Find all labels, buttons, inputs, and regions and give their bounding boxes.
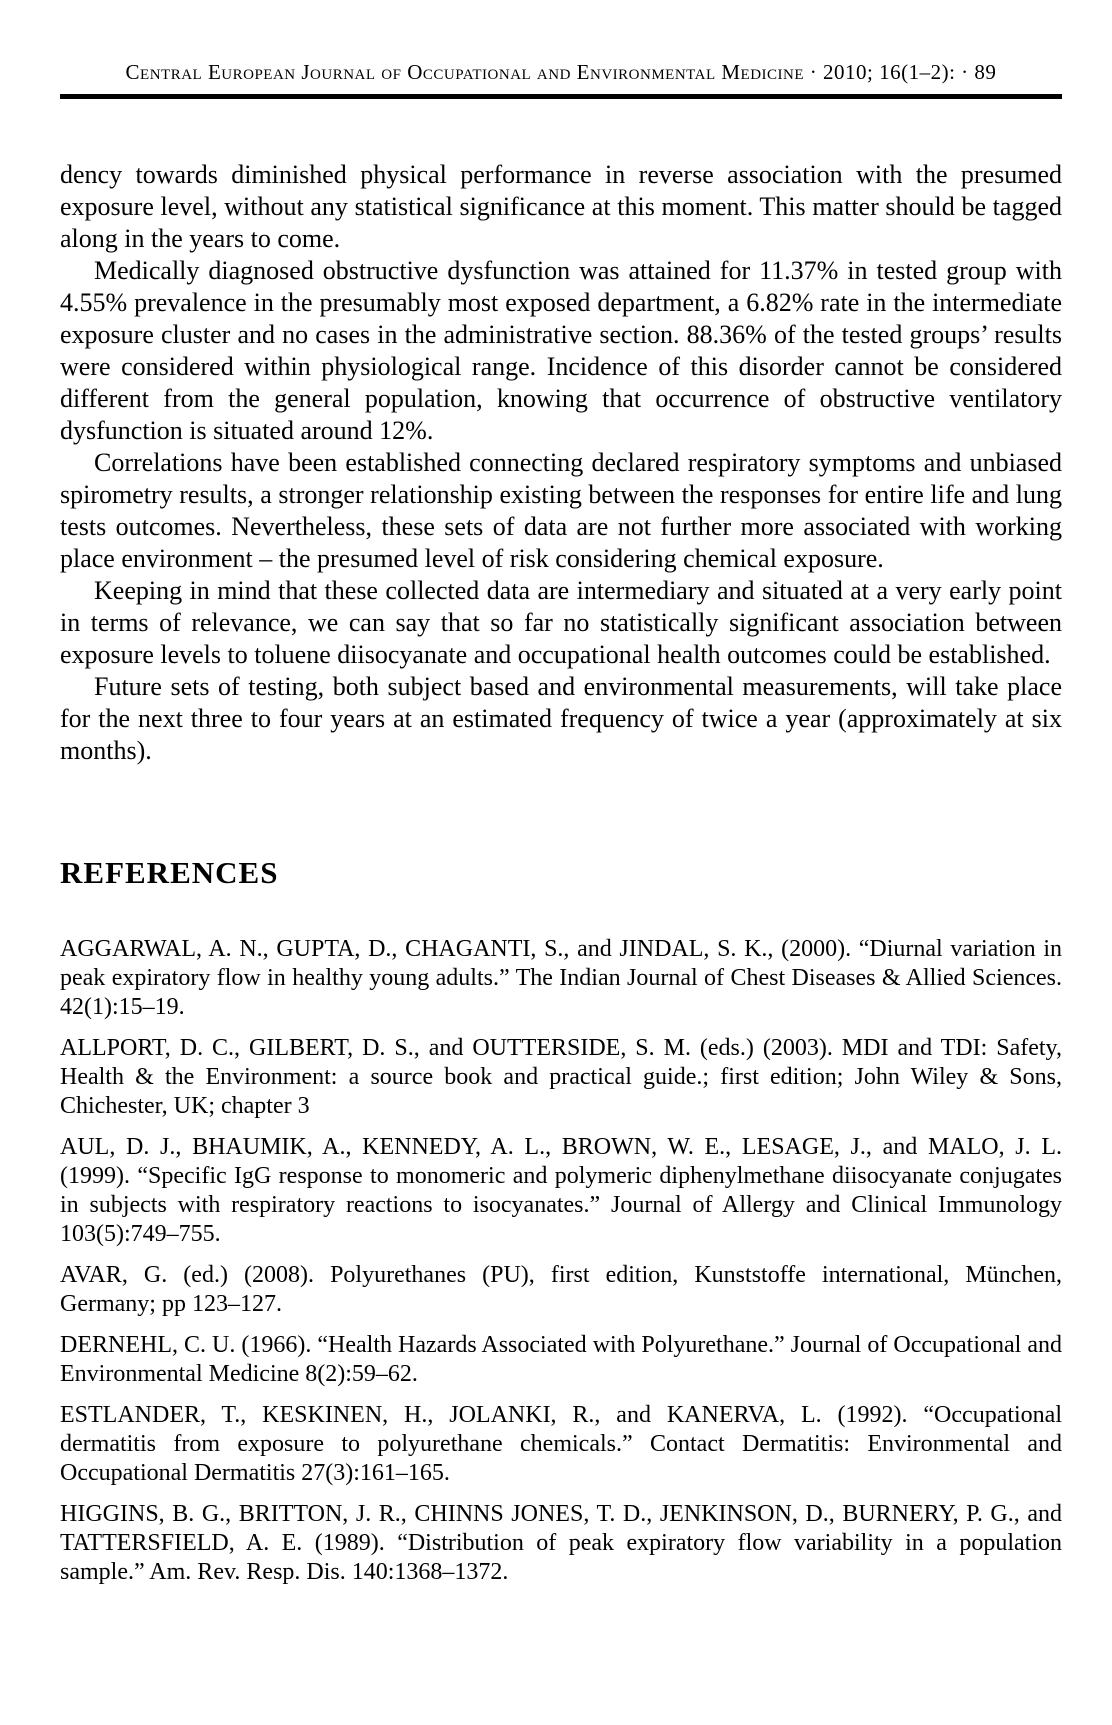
- body-paragraph: Medically diagnosed obstructive dysfunction was attained for 11.37% in tested group with 4.55% prevalence in the presumably most exposed department, a 6.82% rate in the intermediate exposure cluster and no cases in the administrative section. 88.36% of the tested groups’ results were considered within physiological range. Incidence of this disorder cannot be considered different from the general population, knowing that occurrence of obstructive ventilatory dysfunction is situated around 12%.: [60, 256, 1062, 445]
- reference-item: ESTLANDER, T., KESKINEN, H., JOLANKI, R., and KANERVA, L. (1992). “Occupational dermatitis from exposure to polyurethane chemicals.” Contact Dermatitis: Environmental and Occupational Dermatitis 27(3):161–165.: [60, 1402, 1062, 1486]
- reference-item: HIGGINS, B. G., BRITTON, J. R., CHINNS JONES, T. D., JENKINSON, D., BURNERY, P. G., and TATTERSFIELD, A. E. (1989). “Distribution of peak expiratory flow variability in a population sample.” Am. Rev. Resp. Dis. 140:1368–1372.: [60, 1501, 1062, 1585]
- article-body: [60, 159, 1062, 767]
- body-paragraph: dency towards diminished physical performance in reverse association with the presumed exposure level, without any statistical significance at this moment. This matter should be tagged along in the years to come.: [60, 160, 1062, 253]
- body-paragraph: Keeping in mind that these collected data are intermediary and situated at a very early point in terms of relevance, we can say that so far no statistically significant association between exposure levels to toluene diisocyanate and occupational health outcomes could be established.: [60, 576, 1062, 669]
- reference-item: ALLPORT, D. C., GILBERT, D. S., and OUTTERSIDE, S. M. (eds.) (2003). MDI and TDI: Safety, Health & the Environment: a source book and practical guide.; first edition; John Wiley & Sons, Chichester, UK; chapter 3: [60, 1035, 1062, 1119]
- reference-item: DERNEHL, C. U. (1966). “Health Hazards Associated with Polyurethane.” Journal of Occupational and Environmental Medicine 8(2):59–62.: [60, 1332, 1062, 1387]
- reference-item: AUL, D. J., BHAUMIK, A., KENNEDY, A. L., BROWN, W. E., LESAGE, J., and MALO, J. L. (1999). “Specific IgG response to monomeric and polymeric diphenylmethane diisocyanate conjugates in subjects with respiratory reactions to isocyanates.” Journal of Allergy and Clinical Immunology 103(5):749–755.: [60, 1134, 1062, 1247]
- references-list: [60, 935, 1062, 1587]
- reference-item: AVAR, G. (ed.) (2008). Polyurethanes (PU), first edition, Kunststoffe international, München, Germany; pp 123–127.: [60, 1262, 1062, 1317]
- header-rule: [60, 94, 1062, 99]
- body-paragraph: Future sets of testing, both subject based and environmental measurements, will take place for the next three to four years at an estimated frequency of twice a year (approximately at six months).: [60, 672, 1062, 765]
- reference-item: AGGARWAL, A. N., GUPTA, D., CHAGANTI, S., and JINDAL, S. K., (2000). “Diurnal variation in peak expiratory flow in healthy young adults.” The Indian Journal of Chest Diseases & Allied Sciences. 42(1):15–19.: [60, 936, 1062, 1020]
- journal-header-line: Central European Journal of Occupational and Environmental Medicine · 2010; 16(1–2): · 89: [125, 60, 997, 84]
- page-header: [60, 60, 1062, 99]
- body-paragraph: Correlations have been established connecting declared respiratory symptoms and unbiased spirometry results, a stronger relationship existing between the responses for entire life and lung tests outcomes. Nevertheless, these sets of data are not further more associated with working place environment – the presumed level of risk considering chemical exposure.: [60, 448, 1062, 573]
- references-heading: REFERENCES: [60, 855, 279, 890]
- references-section: [60, 855, 1062, 1587]
